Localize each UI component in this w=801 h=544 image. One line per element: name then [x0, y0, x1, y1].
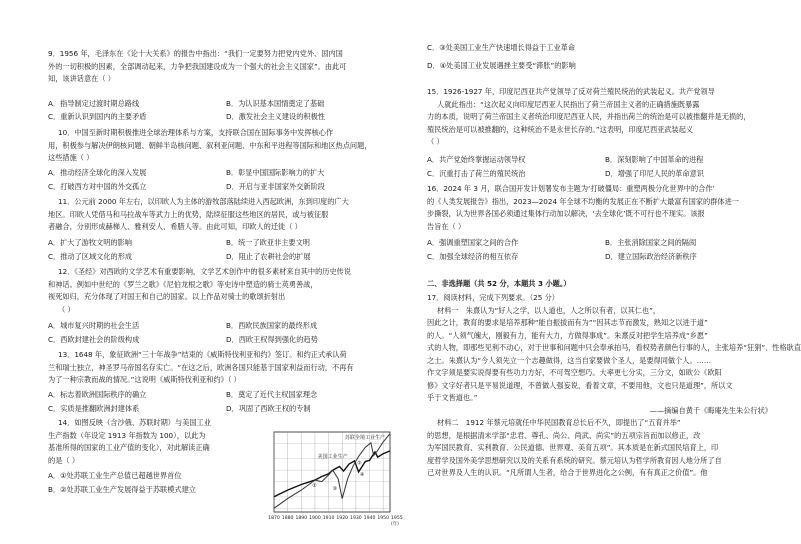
material-text: 己对世界及人生的认识。“凡所谓人生者，给合于世界进化之公例，有有真正之价值”。他 — [427, 468, 708, 477]
material-text: 度哲学及国外美学思想研究以及的关系有系统的研究。蔡元培认为哲学所教育因人地分所了自 — [427, 455, 722, 465]
option-b: B．奠定了近代主权国家理念 — [226, 390, 318, 399]
question-text: 9．1956 年，毛泽东在《论十大关系》的报告中指出：“我们一定要努力把党内党外、国内国 — [48, 49, 343, 58]
material-text: 因此之计，教育的要求是培养那种“能自振拔而有为”“因其志节而激发，熟知之以进于道” — [427, 318, 708, 327]
question-9 — [48, 48, 393, 86]
question-text: 的《人类发展报告》指出，2023—2024 年全球不均衡的发展正在不断扩大最富有国家的群体进一 — [427, 196, 739, 206]
question-text: 基准所得的国家的工业产值的变化），对此解读正确 — [48, 443, 210, 452]
x-axis-label: (年) — [391, 522, 399, 527]
material-text: 的人。“人须气魄大，刚毅有力，能有大力，方做得事成”。朱熹反对把学生培养成“乡愿” — [427, 330, 708, 340]
option-d: D．增强了印尼人民的革命意识 — [605, 169, 704, 178]
question-text: 知，该讲话意在（ ） — [48, 74, 115, 83]
marker-label: ③ — [332, 486, 338, 493]
question-17 — [427, 292, 801, 480]
line-chart — [268, 428, 403, 527]
question-text: 为了一种宗教而战的情况。”这说明《威斯特伐利亚和约》（ ） — [48, 375, 241, 384]
question-12 — [48, 266, 393, 316]
question-text: 人就此指出：“这次起义向印度尼西亚人民指出了荷兰帝国主义者的正确措施既暴露 — [437, 99, 700, 109]
question-text: 和神话。例如中世纪的《罗兰之歌》《尼伯龙根之歌》等史诗中塑造的骑士英勇善战， — [48, 279, 318, 289]
x-tick-label: 1890 — [295, 516, 308, 521]
question-text: 视死如归，充分体现了对国王和自己的国家。以上作品对骑士的歌颂折射出 — [48, 292, 286, 301]
option-c: C．③处美国工业生产快速增长得益于工业革命 — [427, 43, 576, 52]
section-heading: 二、非选择题（共 52 分，本题共 3 小题。） — [427, 279, 571, 288]
option-b: B．为认识基本国情奠定了基础 — [226, 99, 325, 108]
question-text: 15．1926-1927 年，印度尼西亚共产党领导了反对荷兰殖民统治的武装起义。共产党领导 — [427, 87, 715, 96]
question-text: 17．阅读材料，完成下列要求。（25 分） — [427, 293, 559, 302]
question-text: （ ） — [58, 304, 75, 314]
question-text: 16．2024 年 3 月，联合国开发计划署发布主题为‘打破僵局：重塑两极分化世界中的合作’ — [427, 184, 715, 193]
option-a: A．推动经济全球化的深入发展 — [48, 168, 147, 177]
question-text: 步撕裂，认为世界各国必须通过集体行动加以解决，‘去全球化’既不可行也不现实。该报 — [427, 209, 705, 218]
industrial-production-chart — [268, 428, 403, 527]
material-source: ——摘编自黄千《晦庵先生朱公行状》 — [649, 405, 772, 415]
question-text: 地区。印欧人凭借马和马拉战车等武力上的优势，陆续征服这些地区的居民，或与被征服 — [48, 209, 329, 219]
material-text: 作文字须是要实说得要有些功力方好，不可驾空想巧。大率更七分实，三分文，如欧公《欧阳 — [427, 368, 722, 377]
question-11 — [48, 196, 393, 234]
marker-label: ④ — [359, 472, 365, 479]
marker-label: ① — [312, 483, 317, 490]
option-d: D．激发社会主义建设的积极性 — [226, 112, 325, 121]
material-text: 之士。朱熹认为“今人须先立一个志趣做得，这当自家要做个圣人，是要得同做个人。…… — [427, 355, 712, 365]
option-c: C．西欧封建社会的阶级构成 — [48, 335, 140, 344]
question-15 — [427, 86, 772, 149]
question-text: 12．《圣经》对西欧的文学艺术有重要影响，文学艺术创作中的很多素材来自其中的历史传说 — [58, 267, 352, 276]
question-text: 殖民统治是可以被推翻的，这种统治不是永世长存的。”这表明，印度尼西亚武装起义 — [427, 124, 694, 134]
material-text: 材料一 朱熹认为“好人之学，以人道也，人之所以有者，以其仁也”， — [437, 305, 661, 315]
option-d: D．西欧王权得到强化的趋势 — [226, 335, 318, 344]
option-c: C．重新认识到国内的主要矛盾 — [48, 112, 147, 121]
option-a: A．标志着欧洲国际秩序的确立 — [48, 390, 147, 399]
material-text: 乎于文皆道也。” — [427, 393, 478, 402]
option-d: D．巩固了西欧王权的专制 — [226, 404, 311, 413]
option-b: B．彰显中国国际影响力的扩大 — [226, 168, 325, 177]
x-tick-label: 1880 — [281, 516, 294, 521]
option-a: A．共产党始终掌握运动领导权 — [427, 155, 526, 164]
option-c: C．沉重打击了荷兰的殖民统治 — [427, 169, 526, 178]
option-d: D．开启与亚非国家外交新阶段 — [226, 182, 325, 191]
question-text: 的是（ ） — [48, 455, 80, 465]
question-text: 10．中国至新时期积极推进全球治理体系与方案，支持联合国在国际事务中发挥核心作 — [58, 128, 334, 137]
question-text: 13．1648 年，象征欧洲“三十年战争”结束的《威斯特伐利亚和约》签订。和约正式承认荷 — [58, 350, 347, 359]
x-tick-label: 1930 — [350, 516, 362, 521]
question-16 — [427, 183, 772, 233]
question-text: 14．如图反映（含沙俄、苏联时期）与美国工业 — [58, 418, 211, 427]
option-b: B．主张消除国家之间的隔阂 — [605, 238, 697, 247]
series-label: 美国工业生产 — [317, 453, 348, 460]
question-text: 这些措施（ ） — [48, 153, 94, 162]
option-a: A．扩大了游牧文明的影响 — [48, 238, 132, 247]
option-b: B．②处苏联工业生产发展得益于苏联模式建立 — [48, 485, 196, 494]
option-b: B．统一了欧亚非主要文明 — [226, 238, 310, 247]
material-text: 材料二 1912 年蔡元培就任中华民国教育总长后不久，即提出了“五育并举” — [437, 418, 681, 427]
question-text: 生产指数（年设定 1913 年指数为 100），以此为 — [48, 430, 206, 440]
x-tick-label: 1950 — [377, 516, 390, 521]
option-a: A．指导制定过渡时期总路线 — [48, 99, 140, 108]
option-b: B．西欧民族国家的最终形成 — [226, 321, 318, 330]
series-label: 苏联全境工业生产 — [344, 435, 385, 442]
option-a: A．城市复兴时期的社会生活 — [48, 321, 140, 330]
x-end-label: 1955 — [391, 516, 403, 521]
plot-frame — [274, 432, 390, 512]
question-text: 告旨在（ ） — [427, 221, 466, 231]
option-d: D．④处美国工业发展遇挫主要受“滞胀”的影响 — [427, 61, 576, 70]
x-tick-label: 1910 — [322, 516, 335, 521]
x-tick-label: 1920 — [336, 516, 349, 521]
question-13 — [48, 349, 393, 387]
x-tick-label: 1870 — [268, 516, 280, 521]
x-tick-label: 1900 — [309, 516, 321, 521]
question-text: 力的本质，说明了荷兰帝国主义者统治印度尼西亚人民，并指出荷兰的统治是可以被推翻并是无损的， — [427, 112, 751, 121]
material-text: 为军国民教育、实利教育、公民道德、世界观、美育五项”。其本质是在新式国民培育上，印 — [427, 443, 719, 452]
x-tick-label: 1940 — [363, 516, 376, 521]
option-d: D．阻止了农耕社会的扩展 — [226, 252, 311, 261]
question-text: 者融合，分别形成赫梯人、雅利安人、希腊人等。由此可知，印欧人的迁徙（ ） — [48, 222, 302, 231]
question-text: 11．公元前 2000 年左右，以印欧人为主体的游牧部落陆续进入西起欧洲，东到印度的广大 — [58, 197, 349, 206]
option-c: C．实质是推翻欧洲封建体系 — [48, 404, 140, 413]
option-c: C．打破西方对中国的外交孤立 — [48, 182, 147, 191]
question-text: 兰和瑞士独立，神圣罗马帝国名存实亡。“在这之后，欧洲各国只能基于国家利益而行动，不再有 — [48, 362, 354, 372]
marker-label: ② — [357, 460, 362, 467]
material-text: 修》文字好者只是平易说道理，不曾做人强妄说，看着文章，不要用他，文也只是道理”，所以文 — [427, 380, 733, 390]
option-a: A．①处苏联工业生产总值已超越世界首位 — [48, 471, 182, 480]
option-b: B．深刻影响了中国革命的进程 — [605, 155, 704, 164]
material-text: 的思想，是根据清末学部“忠君、尊孔、尚公、尚武、尚实”的五项宗旨而加以修正，改 — [427, 430, 701, 440]
option-d: D．建立国际政治经济新秩序 — [605, 252, 697, 261]
option-c: C．推动了区域文化的形成 — [48, 252, 133, 261]
question-10 — [48, 127, 393, 165]
material-text: 式的人物，即那些见利不动心，对于世事和问题中只会奉承拍马，看权势者颜色行事的人，主张培养“狂狷”、性格耿直 — [427, 343, 801, 352]
option-c: C．加强全球经济的相互依存 — [427, 252, 519, 261]
question-text: （ ） — [427, 137, 444, 146]
question-text: 用，积极参与解决伊朗核问题、朝鲜半岛核问题、叙利亚问题、中东和平进程等国际和地区热点问题， — [48, 140, 372, 150]
option-a: A．强调重塑国家之间的合作 — [427, 238, 519, 247]
question-text: 外的一切积极的因素，全部调动起来，力争把我国建设成为一个强大的社会主义国家”。由此可 — [48, 61, 347, 71]
question-14 — [48, 417, 224, 467]
series-line — [274, 434, 390, 509]
